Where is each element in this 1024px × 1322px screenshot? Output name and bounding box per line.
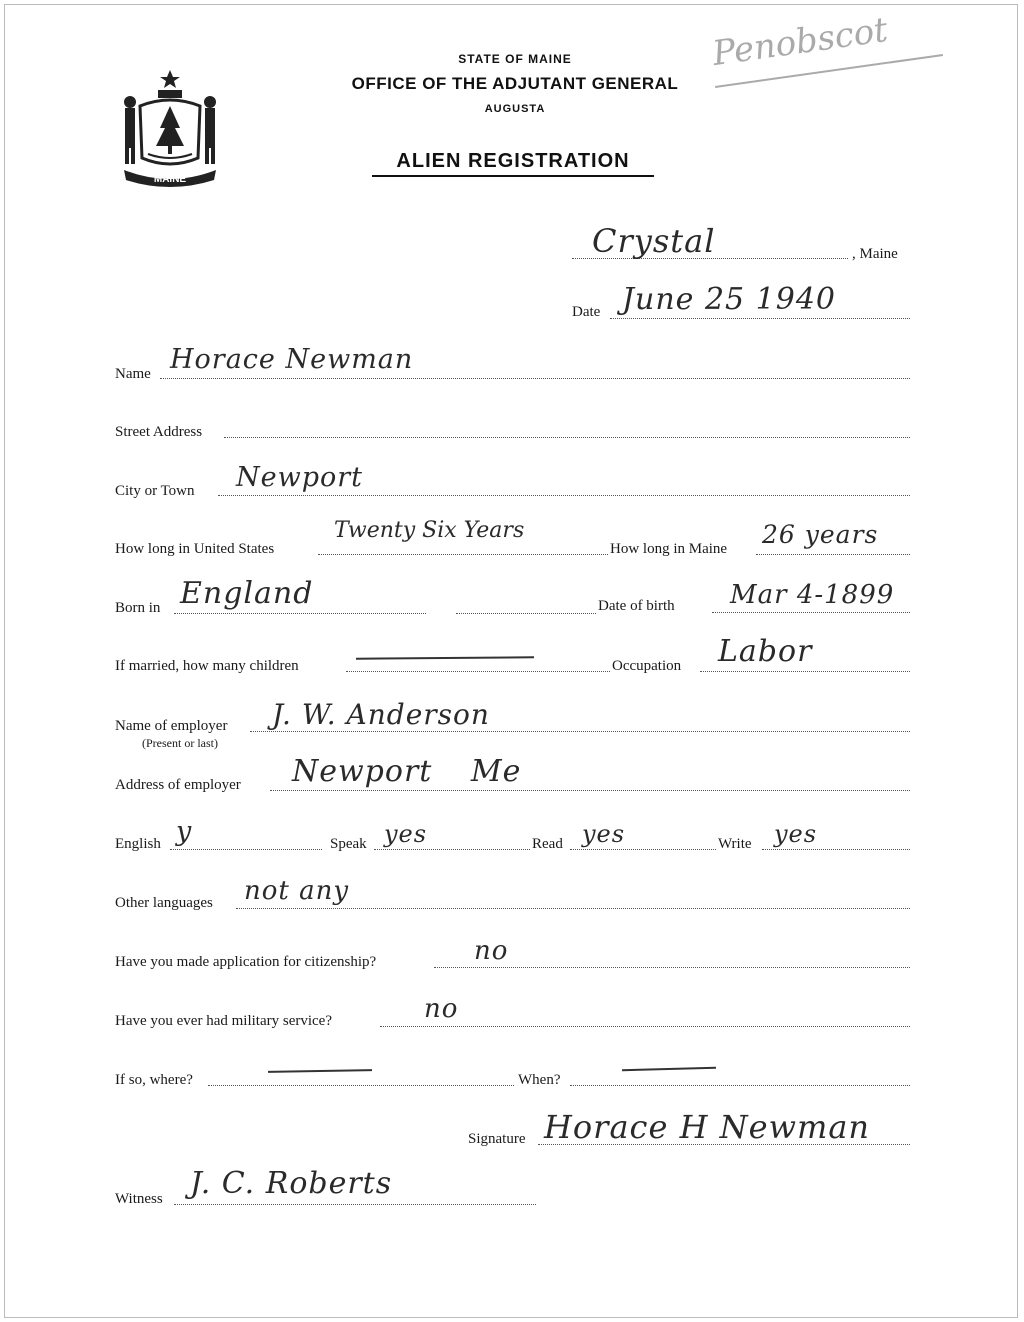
write-line [762, 849, 910, 850]
born-in-line [174, 613, 426, 614]
employer-sublabel: (Present or last) [142, 736, 218, 750]
date-line [610, 318, 910, 319]
english-label: English [115, 836, 161, 852]
signature-value: Horace H Newman [544, 1108, 871, 1146]
header-city: AUGUSTA [484, 103, 546, 115]
street-label: Street Address [115, 424, 203, 440]
svg-text:MAINE: MAINE [153, 174, 187, 185]
town-value: Crystal [592, 222, 716, 260]
employer-label: Name of employer [115, 718, 228, 734]
born-in-value: England [180, 576, 314, 611]
english-line [170, 849, 322, 850]
city-value: Newport [236, 462, 364, 493]
when-label: When? [518, 1072, 561, 1088]
military-line [380, 1026, 910, 1027]
maine-state-seal-icon [118, 66, 222, 188]
other-languages-line [236, 908, 910, 909]
occupation-value: Labor [718, 634, 813, 669]
date-of-birth-line [712, 612, 910, 613]
date-label: Date [572, 304, 601, 320]
employer-line [250, 731, 910, 732]
citizenship-label: Have you made application for citizenship? [115, 954, 377, 970]
occupation-label: Occupation [612, 658, 682, 674]
occupation-line [700, 671, 910, 672]
witness-value: J. C. Roberts [190, 1166, 393, 1201]
write-value: yes [774, 820, 818, 848]
citizenship-line [434, 967, 910, 968]
employer-address-line [270, 790, 910, 791]
speak-label: Speak [330, 836, 367, 852]
military-label: Have you ever had military service? [115, 1013, 332, 1029]
witness-label: Witness [115, 1191, 163, 1207]
read-value: yes [582, 820, 626, 848]
born-in-label: Born in [115, 600, 161, 616]
how-long-us-label: How long in United States [115, 541, 275, 557]
employer-address-value: Newport Me [292, 754, 522, 789]
city-line [218, 495, 910, 496]
witness-line [174, 1204, 536, 1205]
name-line [160, 378, 910, 379]
born-in-line-2 [456, 613, 596, 614]
street-line [224, 437, 910, 438]
how-long-maine-value: 26 years [762, 520, 879, 549]
read-line [570, 849, 716, 850]
signature-label: Signature [468, 1131, 526, 1147]
how-long-us-value: Twenty Six Years [334, 518, 525, 543]
header-state: STATE OF MAINE [458, 52, 572, 66]
date-of-birth-value: Mar 4-1899 [730, 580, 895, 610]
english-value: y [176, 816, 193, 847]
write-label: Write [718, 836, 752, 852]
citizenship-value: no [474, 936, 509, 966]
other-languages-value: not any [244, 876, 350, 906]
how-long-maine-label: How long in Maine [610, 541, 728, 557]
header-office: OFFICE OF THE ADJUTANT GENERAL [351, 74, 679, 93]
date-value: June 25 1940 [622, 282, 837, 317]
how-long-us-line [318, 554, 608, 555]
city-label: City or Town [115, 483, 195, 499]
read-label: Read [532, 836, 563, 852]
when-line [570, 1085, 910, 1086]
maine-label: , Maine [852, 246, 898, 262]
county-annotation: Penobscot [710, 9, 891, 75]
date-of-birth-label: Date of birth [598, 598, 675, 614]
speak-value: yes [384, 820, 428, 848]
form-title: ALIEN REGISTRATION [372, 150, 654, 177]
employer-address-label: Address of employer [115, 777, 241, 793]
children-line [346, 671, 610, 672]
where-line [208, 1085, 514, 1086]
speak-line [374, 849, 530, 850]
children-label: If married, how many children [115, 658, 299, 674]
where-label: If so, where? [115, 1072, 193, 1088]
other-languages-label: Other languages [115, 895, 213, 911]
military-value: no [424, 994, 459, 1024]
name-value: Horace Newman [170, 344, 414, 375]
how-long-maine-line [756, 554, 910, 555]
employer-value: J. W. Anderson [272, 698, 490, 731]
name-label: Name [115, 366, 151, 382]
